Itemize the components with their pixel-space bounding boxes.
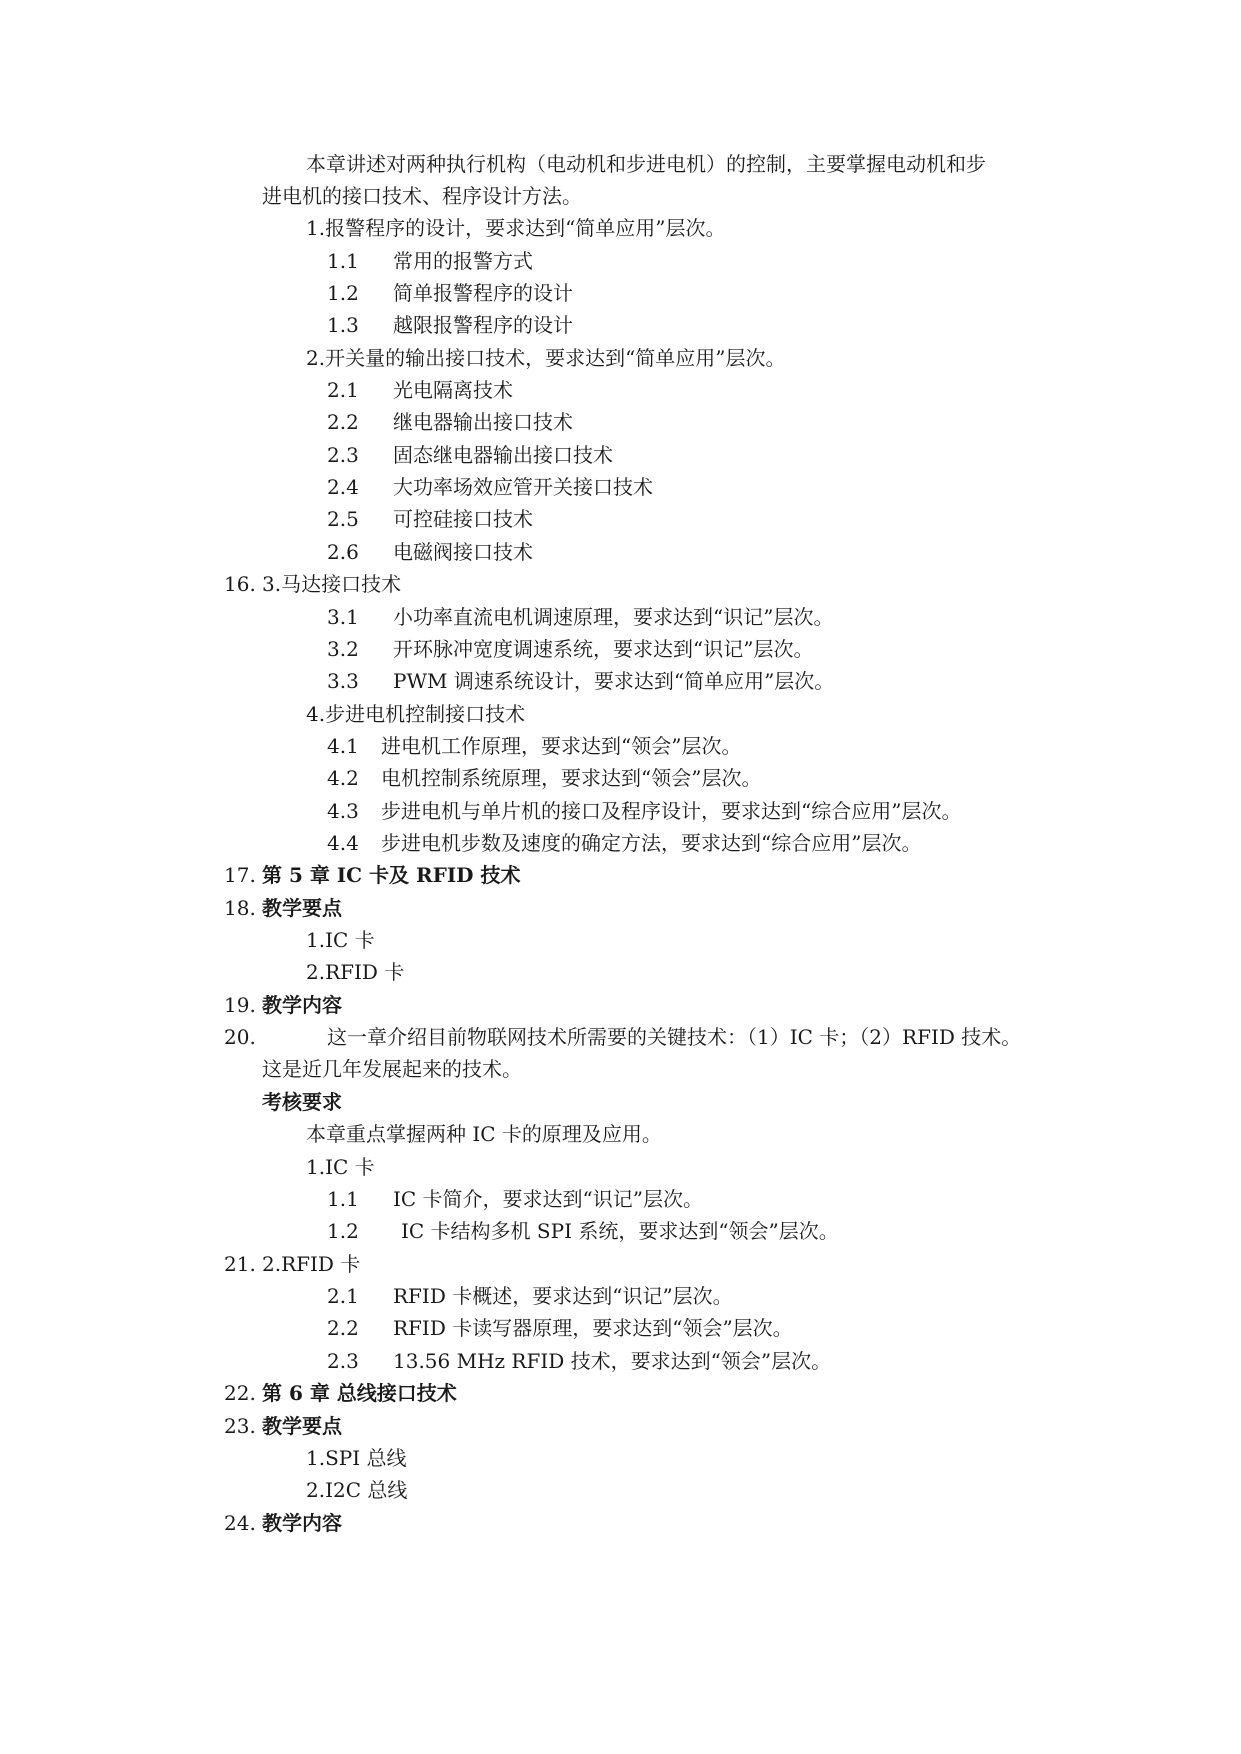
item-code: 2.1 xyxy=(327,1284,359,1308)
list-number: 20. xyxy=(224,1025,256,1049)
item-text: RFID 卡概述，要求达到“识记”层次。 xyxy=(393,1284,733,1308)
list-item xyxy=(327,1185,703,1213)
list-item xyxy=(327,441,613,469)
item-code: 3.1 xyxy=(327,605,359,629)
list-number: 17. xyxy=(224,863,256,887)
list-item xyxy=(327,1217,839,1245)
list-number: 18. xyxy=(224,896,256,920)
item-text: 小功率直流电机调速原理，要求达到“识记”层次。 xyxy=(393,605,834,629)
assessment-sub-title: 2.RFID 卡 xyxy=(262,1252,361,1276)
content-line-1: 这一章介绍目前物联网技术所需要的关键技术：（1）IC 卡；（2）RFID 技术。 xyxy=(327,1025,1022,1049)
list-item xyxy=(327,247,533,275)
item-text: 开环脉冲宽度调速系统，要求达到“识记”层次。 xyxy=(393,637,814,661)
item-text: 越限报警程序的设计 xyxy=(393,313,573,337)
item-code: 2.3 xyxy=(327,1349,359,1373)
assessment-intro: 本章重点掌握两种 IC 卡的原理及应用。 xyxy=(306,1122,662,1146)
list-number: 23. xyxy=(224,1414,256,1438)
item-code: 4.2 xyxy=(327,766,359,790)
list-number: 19. xyxy=(224,993,256,1017)
item-code: 1.3 xyxy=(327,313,359,337)
list-item xyxy=(327,603,833,631)
item-code: 4.3 xyxy=(327,799,359,823)
list-number: 24. xyxy=(224,1511,256,1535)
list-item xyxy=(327,797,961,825)
list-item: 2.I2C 总线 xyxy=(306,1478,408,1502)
list-item xyxy=(327,279,573,307)
item-text: 固态继电器输出接口技术 xyxy=(393,443,613,467)
list-item xyxy=(327,732,741,760)
teaching-content-heading: 教学内容 xyxy=(262,993,342,1017)
item-text: 进电机工作原理，要求达到“领会”层次。 xyxy=(381,734,742,758)
list-item xyxy=(327,473,653,501)
item-code: 2.3 xyxy=(327,443,359,467)
item-code: 1.1 xyxy=(327,249,359,273)
list-item: 1.IC 卡 xyxy=(306,928,375,952)
list-item: 2.RFID 卡 xyxy=(306,960,405,984)
item-text: 电磁阀接口技术 xyxy=(393,540,533,564)
list-item xyxy=(327,1347,831,1375)
list-item: 1.SPI 总线 xyxy=(306,1446,407,1470)
list-item xyxy=(327,408,573,436)
item-code: 2.2 xyxy=(327,410,359,434)
item-text: IC 卡结构多机 SPI 系统，要求达到“领会”层次。 xyxy=(401,1219,839,1243)
teaching-points-heading: 教学要点 xyxy=(262,896,342,920)
list-number: 16. xyxy=(224,572,256,596)
section-2-title: 2.开关量的输出接口技术，要求达到“简单应用”层次。 xyxy=(306,346,786,370)
item-code: 3.2 xyxy=(327,637,359,661)
list-item xyxy=(327,667,834,695)
intro-line-2: 进电机的接口技术、程序设计方法。 xyxy=(262,184,582,208)
item-code: 2.6 xyxy=(327,540,359,564)
item-code: 1.1 xyxy=(327,1187,359,1211)
item-text: RFID 卡读写器原理，要求达到“领会”层次。 xyxy=(393,1316,793,1340)
list-item xyxy=(327,376,513,404)
item-text: 光电隔离技术 xyxy=(393,378,513,402)
list-item xyxy=(327,505,533,533)
item-code: 2.1 xyxy=(327,378,359,402)
intro-line-1: 本章讲述对两种执行机构（电动机和步进电机）的控制，主要掌握电动机和步 xyxy=(306,152,986,176)
list-item xyxy=(327,538,533,566)
item-code: 2.4 xyxy=(327,475,359,499)
list-item xyxy=(327,764,761,792)
item-code: 1.2 xyxy=(327,281,359,305)
list-item xyxy=(327,1314,793,1342)
section-3-title: 3.马达接口技术 xyxy=(262,572,402,596)
list-number: 22. xyxy=(224,1381,256,1405)
item-text: 步进电机与单片机的接口及程序设计，要求达到“综合应用”层次。 xyxy=(381,799,962,823)
assessment-heading: 考核要求 xyxy=(262,1090,342,1114)
item-text: 大功率场效应管开关接口技术 xyxy=(393,475,653,499)
item-text: 常用的报警方式 xyxy=(393,249,533,273)
item-text: 简单报警程序的设计 xyxy=(393,281,573,305)
item-code: 4.1 xyxy=(327,734,359,758)
item-text: 电机控制系统原理，要求达到“领会”层次。 xyxy=(381,766,762,790)
section-1-title: 1.报警程序的设计，要求达到“简单应用”层次。 xyxy=(306,216,726,240)
list-item xyxy=(327,311,573,339)
item-text: IC 卡简介，要求达到“识记”层次。 xyxy=(393,1187,704,1211)
chapter-6-heading: 第 6 章 总线接口技术 xyxy=(262,1381,457,1405)
item-text: 13.56 MHz RFID 技术，要求达到“领会”层次。 xyxy=(393,1349,832,1373)
teaching-points-heading: 教学要点 xyxy=(262,1414,342,1438)
item-code: 2.2 xyxy=(327,1316,359,1340)
item-text: PWM 调速系统设计，要求达到“简单应用”层次。 xyxy=(393,669,835,693)
item-text: 可控硅接口技术 xyxy=(393,507,533,531)
item-code: 3.3 xyxy=(327,669,359,693)
list-number: 21. xyxy=(224,1252,256,1276)
item-text: 继电器输出接口技术 xyxy=(393,410,573,434)
content-line-2: 这是近几年发展起来的技术。 xyxy=(262,1057,522,1081)
item-code: 2.5 xyxy=(327,507,359,531)
item-text: 步进电机步数及速度的确定方法，要求达到“综合应用”层次。 xyxy=(381,831,922,855)
item-code: 1.2 xyxy=(327,1219,359,1243)
list-item xyxy=(327,1282,733,1310)
list-item xyxy=(327,829,921,857)
list-item xyxy=(327,635,813,663)
item-code: 4.4 xyxy=(327,831,359,855)
teaching-content-heading: 教学内容 xyxy=(262,1511,342,1535)
assessment-sub-title: 1.IC 卡 xyxy=(306,1155,375,1179)
section-4-title: 4.步进电机控制接口技术 xyxy=(306,702,526,726)
chapter-5-heading: 第 5 章 IC 卡及 RFID 技术 xyxy=(262,863,521,887)
